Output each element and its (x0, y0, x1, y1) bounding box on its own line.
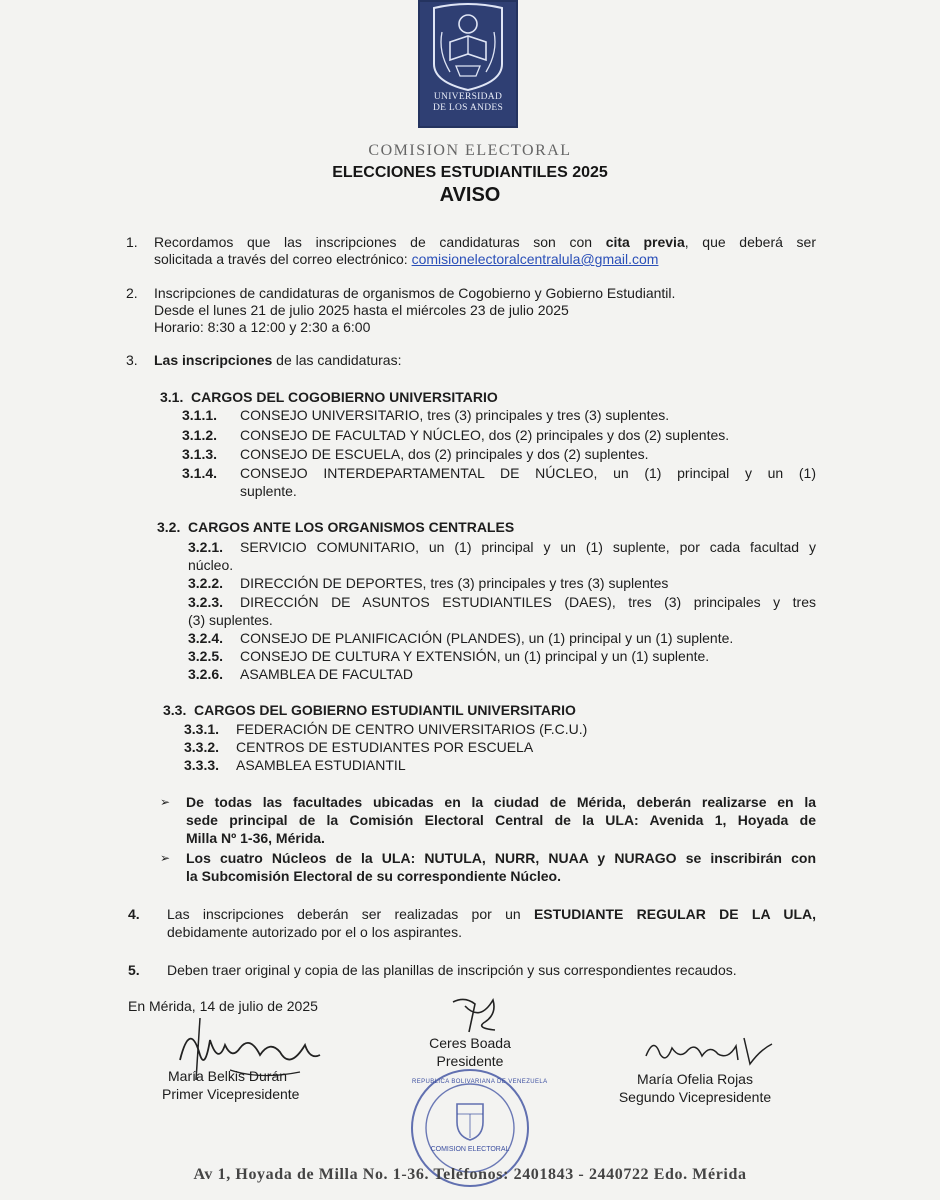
date-line: En Mérida, 14 de julio de 2025 (128, 998, 318, 1014)
item-2-line-1: Inscripciones de candidaturas de organismos de Cogobierno y Gobierno Estudiantil. (154, 285, 676, 301)
item-number: 2. (126, 285, 138, 301)
subitem-number: 3.2.1. (188, 539, 224, 555)
stamp-ring-text: REPUBLICA BOLIVARIANA DE VENEZUELA (412, 1079, 548, 1085)
item-number: 4. (128, 906, 140, 922)
logo-line-2: DE LOS ANDES (432, 103, 504, 113)
subitem-number: 3.3.2. (184, 739, 220, 755)
subitem-number: 3.3.3. (184, 757, 220, 773)
item-1-line-2: solicitada a través del correo electrónico: comisionelectoralcentralula@gmail.com (154, 251, 659, 267)
subitem-text: CONSEJO DE PLANIFICACIÓN (PLANDES), un (1) principal y un (1) suplente. (240, 630, 734, 646)
item-number: 3. (126, 352, 138, 368)
subitem-text: DIRECCIÓN DE ASUNTOS ESTUDIANTILES (DAES), tres (3) principales y tres (240, 594, 816, 610)
subitem-number: 3.3.1. (184, 721, 220, 737)
item-2-line-3: Horario: 8:30 a 12:00 y 2:30 a 6:00 (154, 319, 371, 335)
bullet-text: Milla Nº 1-36, Mérida. (186, 830, 325, 846)
subitem-number: 3.2.4. (188, 630, 224, 646)
item-5-text: Deben traer original y copia de las planillas de inscripción y sus correspondientes recaudos. (167, 962, 737, 978)
subitem-text: ASAMBLEA ESTUDIANTIL (236, 757, 406, 773)
item-number: 5. (128, 962, 140, 978)
item-3-intro: Las inscripciones de las candidaturas: (154, 352, 402, 368)
signatory-name: Ceres Boada (429, 1035, 511, 1051)
arrow-bullet-icon: ➢ (160, 795, 171, 809)
organization-name: COMISION ELECTORAL (368, 142, 572, 159)
document-title: ELECCIONES ESTUDIANTILES 2025 (332, 164, 608, 181)
subitem-text: CENTROS DE ESTUDIANTES POR ESCUELA (236, 739, 534, 755)
subitem-number: 3.1.3. (182, 446, 218, 462)
signatory-role: Presidente (436, 1053, 504, 1069)
subitem-text: CONSEJO DE FACULTAD Y NÚCLEO, dos (2) principales y dos (2) suplentes. (240, 427, 730, 443)
item-4-line-2: debidamente autorizado por el o los aspirantes. (167, 924, 462, 940)
item-4-line-1: Las inscripciones deberán ser realizadas por un ESTUDIANTE REGULAR DE LA ULA, (167, 906, 816, 922)
signatory-role: Segundo Vicepresidente (618, 1089, 772, 1105)
subitem-text: CONSEJO INTERDEPARTAMENTAL DE NÚCLEO, un (1) principal y un (1) (240, 465, 816, 481)
stamp-center-text: COMISION ELECTORAL (430, 1146, 510, 1153)
bullet-text: De todas las facultades ubicadas en la ciudad de Mérida, deberán realizarse en la (186, 794, 816, 810)
university-logo (418, 0, 518, 128)
signatory-name: María Belkis Durán (168, 1068, 288, 1084)
subitem-number: 3.2.6. (188, 666, 224, 682)
bullet-text: la Subcomisión Electoral de su correspondiente Núcleo. (186, 868, 561, 884)
bullet-text: Los cuatro Núcleos de la ULA: NUTULA, NURR, NUAA y NURAGO se inscribirán con (186, 850, 816, 866)
item-2-line-2: Desde el lunes 21 de julio 2025 hasta el miércoles 23 de julio 2025 (154, 302, 569, 318)
subitem-number: 3.1.1. (182, 407, 218, 423)
subitem-number: 3.2.2. (188, 575, 224, 591)
subitem-number: 3.1.4. (182, 465, 218, 481)
subitem-text: ASAMBLEA DE FACULTAD (240, 666, 413, 682)
subitem-text: DIRECCIÓN DE DEPORTES, tres (3) principales y tres (3) suplentes (240, 575, 669, 591)
signatory-role: Primer Vicepresidente (162, 1086, 300, 1102)
section-3-2-number: 3.2. (157, 519, 181, 535)
signatory-name: María Ofelia Rojas (637, 1071, 753, 1087)
item-number: 1. (126, 234, 138, 250)
section-3-3-number: 3.3. (163, 702, 187, 718)
item-1-line-1: Recordamos que las inscripciones de candidaturas son con cita previa, que deberá ser (154, 234, 816, 250)
arrow-bullet-icon: ➢ (160, 851, 171, 865)
logo-line-1: UNIVERSIDAD (433, 92, 503, 102)
subitem-number: 3.1.2. (182, 427, 218, 443)
section-3-1-number: 3.1. (160, 389, 184, 405)
subitem-text-continued: núcleo. (188, 557, 234, 573)
subitem-text: SERVICIO COMUNITARIO, un (1) principal y un (1) suplente, por cada facultad y (240, 539, 816, 555)
section-3-2-title: CARGOS ANTE LOS ORGANISMOS CENTRALES (188, 519, 515, 535)
subitem-text: CONSEJO UNIVERSITARIO, tres (3) principales y tres (3) suplentes. (240, 407, 670, 423)
subitem-number: 3.2.5. (188, 648, 224, 664)
bullet-text: sede principal de la Comisión Electoral Central de la ULA: Avenida 1, Hoyada de (186, 812, 816, 828)
section-3-3-title: CARGOS DEL GOBIERNO ESTUDIANTIL UNIVERSITARIO (194, 702, 576, 718)
subitem-text-continued: suplente. (240, 483, 297, 499)
subitem-text: FEDERACIÓN DE CENTRO UNIVERSITARIOS (F.C.U.) (236, 721, 588, 737)
subitem-text: CONSEJO DE CULTURA Y EXTENSIÓN, un (1) principal y un (1) suplente. (240, 648, 710, 664)
cita-previa-emphasis: cita previa (605, 234, 685, 250)
subitem-text-continued: (3) suplentes. (188, 612, 273, 628)
document-subtitle: AVISO (439, 184, 501, 206)
footer-address: Av 1, Hoyada de Milla No. 1-36. Teléfonos: 2401843 - 2440722 Edo. Mérida (193, 1166, 747, 1183)
section-3-1-title: CARGOS DEL COGOBIERNO UNIVERSITARIO (191, 389, 498, 405)
signature-rojas (640, 1030, 780, 1070)
subitem-number: 3.2.3. (188, 594, 224, 610)
subitem-text: CONSEJO DE ESCUELA, dos (2) principales y dos (2) suplentes. (240, 446, 649, 462)
signature-boada (445, 992, 505, 1040)
email-link[interactable]: comisionelectoralcentralula@gmail.com (411, 251, 659, 267)
regular-student-emphasis: ESTUDIANTE REGULAR DE LA ULA, (533, 906, 816, 922)
official-stamp-icon (405, 1070, 548, 1170)
